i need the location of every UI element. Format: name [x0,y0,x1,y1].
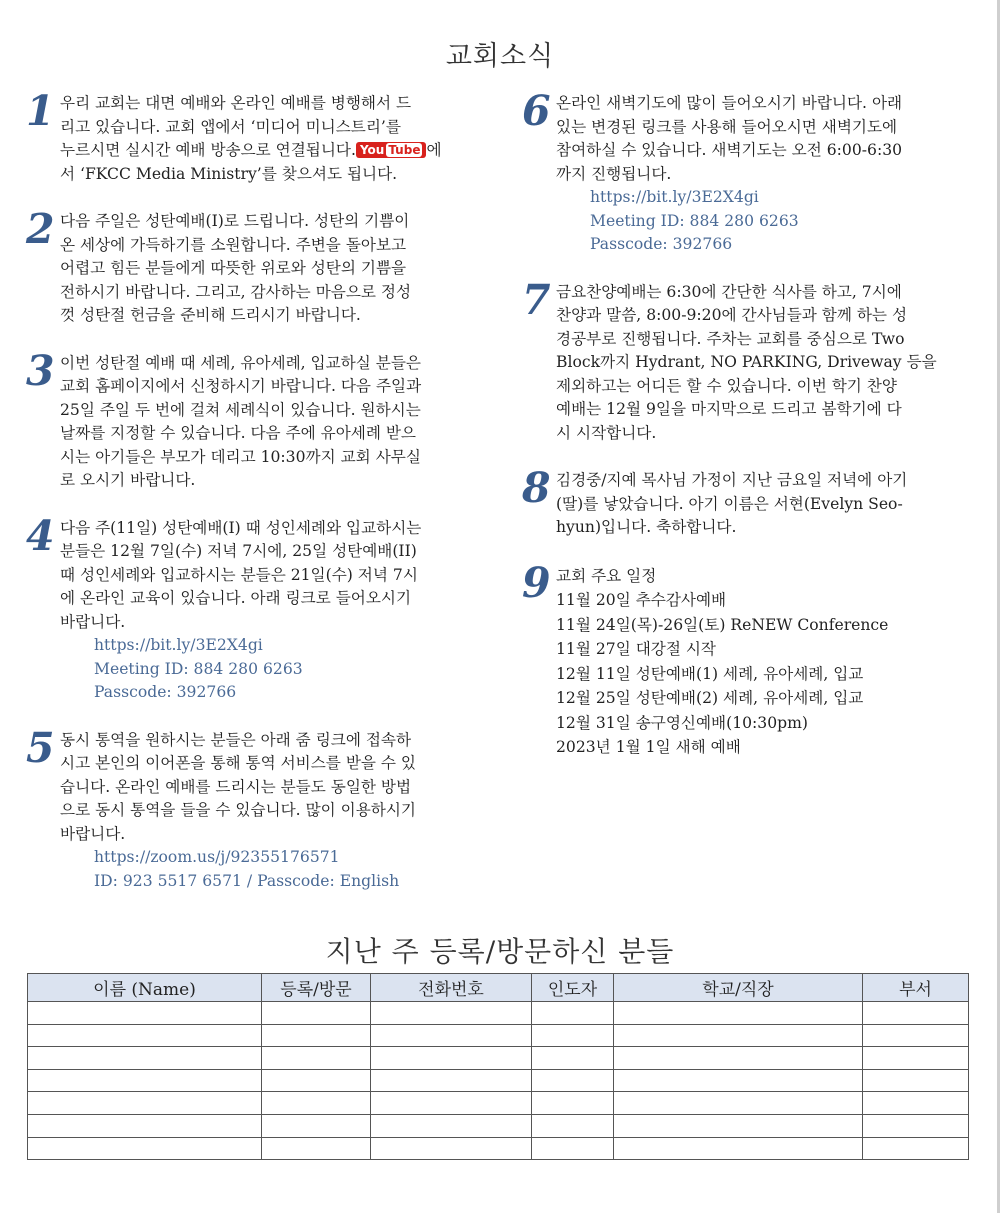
page-title: 교회소식 [445,41,555,72]
table-cell [863,1069,969,1092]
table-row [28,1092,969,1115]
table-row [28,1137,969,1160]
news-item-9 [522,558,986,760]
item-number: 4 [26,511,55,560]
item-line: 누르시면 실시간 예배 방송으로 연결됩니다. You Tube 에 [60,141,442,159]
news-item-7 [522,275,986,446]
table-cell [262,1024,371,1047]
item-number: 3 [26,346,55,395]
table-cell [532,1137,614,1160]
table-row [28,1024,969,1047]
table-cell [614,1069,863,1092]
item-line: 경공부로 진행됩니다. 주차는 교회를 중심으로 Two [556,329,905,348]
col-header-phone: 전화번호 [371,974,532,1002]
table-cell [28,1137,262,1160]
item-line: 분들은 12월 7일(수) 저녁 7시에, 25일 성탄예배(II) [60,542,417,560]
news-item-5 [26,723,490,894]
item-number: 8 [522,464,551,512]
registration-title: 지난 주 등록/방문하신 분들 [325,935,675,968]
item-line: 때 성인세례와 입교하시는 분들은 21일(수) 저녁 7시 [60,565,418,584]
table-cell [371,1047,532,1070]
item-line: 습니다. 온라인 예배를 드리시는 분들도 동일한 방법 [60,777,412,796]
table-cell [614,1024,863,1047]
table-cell [532,1002,614,1025]
schedule-entry: 11월 20일 추수감사예배 [556,591,727,609]
table-cell [863,1024,969,1047]
item-line: (딸)를 낳았습니다. 아기 이름은 서현(Evelyn Seo- [556,494,903,513]
table-row [28,1114,969,1137]
item-line: 참여하실 수 있습니다. 새벽기도는 오전 6:00-6:30 [556,141,903,159]
passcode: Passcode: 392766 [94,683,237,701]
table-cell [532,1092,614,1115]
table-cell [371,1114,532,1137]
item-line: 서 ‘FKCC Media Ministry’를 찾으셔도 됩니다. [60,164,398,183]
link-url[interactable]: https://bit.ly/3E2X4gi [590,188,759,206]
item-line: 껏 성탄절 헌금을 준비해 드리시기 바랍니다. [60,306,361,324]
table-cell [614,1002,863,1025]
item-line: 다음 주일은 성탄예배(I)로 드립니다. 성탄의 기쁨이 [60,212,410,230]
item-line: Block까지 Hydrant, NO PARKING, Driveway 등을 [556,353,937,371]
item-line: 온라인 새벽기도에 많이 들어오시기 바랍니다. 아래 [556,94,903,112]
link-block [60,846,490,893]
table-cell [532,1069,614,1092]
item-number: 5 [26,723,55,772]
item-line: 까지 진행됩니다. [556,164,672,183]
table-row [28,1069,969,1092]
registration-body [28,1002,969,1160]
item-line: 온 세상에 가득하기를 소원합니다. 주변을 돌아보고 [60,235,407,254]
table-cell [863,1114,969,1137]
table-cell [28,1002,262,1025]
item-line: 날짜를 지정할 수 있습니다. 다음 주에 유아세례 받으 [60,424,416,442]
table-cell [371,1092,532,1115]
item-line: 제외하고는 어디든 할 수 있습니다. 이번 학기 찬양 [556,376,897,395]
table-cell [532,1024,614,1047]
col-header-register-visit: 등록/방문 [262,974,371,1002]
item-number: 1 [26,87,55,135]
schedule-heading: 교회 주요 일정 [556,566,657,585]
item-line: 시는 아기들은 부모가 데리고 10:30까지 교회 사무실 [60,447,421,466]
link-block [60,634,490,705]
item-line: 있는 변경된 링크를 사용해 들어오시면 새벽기도에 [556,117,898,136]
passcode: Passcode: 392766 [590,235,733,253]
item-line: 다음 주(11일) 성탄예배(I) 때 성인세례와 입교하시는 [60,518,422,537]
col-header-school-work: 학교/직장 [614,974,863,1002]
table-cell [532,1047,614,1070]
table-cell [262,1092,371,1115]
table-cell [371,1024,532,1047]
zoom-id: ID: 923 5517 6571 / Passcode: English [94,871,400,890]
zoom-link[interactable]: https://zoom.us/j/92355176571 [94,848,340,866]
news-item-6 [522,87,986,257]
news-item-4 [26,511,490,705]
table-row [28,1047,969,1070]
table-cell [614,1114,863,1137]
item-line: 시 시작합니다. [556,423,657,442]
col-header-department: 부서 [863,974,969,1002]
col-header-name: 이름 (Name) [28,974,262,1002]
item-number: 9 [522,558,551,607]
news-item-2 [26,205,490,328]
table-cell [28,1114,262,1137]
item-line: 으로 동시 통역을 들을 수 있습니다. 많이 이용하시기 [60,801,416,819]
table-cell [28,1092,262,1115]
news-item-1 [26,87,490,186]
youtube-logo-icon: You Tube [356,142,427,158]
schedule-entry: 12월 25일 성탄예배(2) 세례, 유아세례, 입교 [556,689,864,707]
registration-table [27,973,969,1160]
schedule-entry: 2023년 1월 1일 새해 예배 [556,738,741,756]
schedule-entry: 12월 31일 송구영신예배(10:30pm) [556,713,808,732]
item-line-text: 누르시면 실시간 예배 방송으로 연결됩니다. [60,141,356,159]
item-number: 7 [522,275,551,324]
table-cell [371,1137,532,1160]
table-cell [614,1137,863,1160]
table-cell [863,1047,969,1070]
right-column [522,87,986,784]
table-cell [863,1092,969,1115]
news-item-3 [26,346,490,493]
table-header-row [28,974,969,1002]
table-cell [28,1069,262,1092]
col-header-guide: 인도자 [532,974,614,1002]
schedule-entry: 12월 11일 성탄예배(1) 세례, 유아세례, 입교 [556,664,864,683]
table-cell [28,1047,262,1070]
item-line: 어렵고 힘든 분들에게 따뜻한 위로와 성탄의 기쁨을 [60,259,407,277]
meeting-id: Meeting ID: 884 280 6263 [94,659,303,678]
item-line: 이번 성탄절 예배 때 세례, 유아세례, 입교하실 분들은 [60,353,421,372]
table-cell [371,1069,532,1092]
item-line: 에 온라인 교육이 있습니다. 아래 링크로 들어오시기 [60,589,412,607]
table-cell [371,1002,532,1025]
item-line: 금요찬양예배는 6:30에 간단한 식사를 하고, 7시에 [556,282,902,301]
item-line: 25일 주일 두 번에 걸쳐 세례식이 있습니다. 원하시는 [60,400,421,419]
item-line: 바랍니다. [60,612,126,631]
item-line: 예배는 12월 9일을 마지막으로 드리고 봄학기에 다 [556,400,902,418]
table-cell [262,1069,371,1092]
table-cell [863,1137,969,1160]
table-cell [262,1047,371,1070]
left-column [26,87,490,917]
item-line: 시고 본인의 이어폰을 통해 통역 서비스를 받을 수 있 [60,754,416,772]
table-row [28,1002,969,1025]
link-block [556,186,986,257]
item-line: 우리 교회는 대면 예배와 온라인 예배를 병행해서 드 [60,94,412,112]
item-line: 동시 통역을 원하시는 분들은 아래 줌 링크에 접속하 [60,730,412,749]
table-cell [262,1114,371,1137]
item-line: 김경중/지예 목사님 가정이 지난 금요일 저녁에 아기 [556,471,908,489]
schedule-entry: 11월 24일(목)-26일(토) ReNEW Conference [556,615,889,634]
news-item-8 [522,464,986,540]
table-cell [262,1002,371,1025]
schedule-entry: 11월 27일 대강절 시작 [556,640,717,658]
meeting-id: Meeting ID: 884 280 6263 [590,211,799,230]
item-line: hyun)입니다. 축하합니다. [556,518,737,536]
item-line: 로 오시기 바랍니다. [60,471,196,489]
table-cell [532,1114,614,1137]
item-line: 전하시기 바랍니다. 그리고, 감사하는 마음으로 정성 [60,282,412,301]
item-line: 바랍니다. [60,824,126,843]
item-number: 6 [522,87,551,135]
item-line: 리고 있습니다. 교회 앱에서 ‘미디어 미니스트리’를 [60,117,401,136]
table-cell [614,1047,863,1070]
item-line: 찬양과 말씀, 8:00-9:20에 간사님들과 함께 하는 성 [556,306,908,324]
table-cell [28,1024,262,1047]
link-url[interactable]: https://bit.ly/3E2X4gi [94,636,263,654]
table-cell [262,1137,371,1160]
table-cell [863,1002,969,1025]
table-cell [614,1092,863,1115]
item-line: 교회 홈페이지에서 신청하시기 바랍니다. 다음 주일과 [60,377,422,395]
item-number: 2 [26,205,55,253]
